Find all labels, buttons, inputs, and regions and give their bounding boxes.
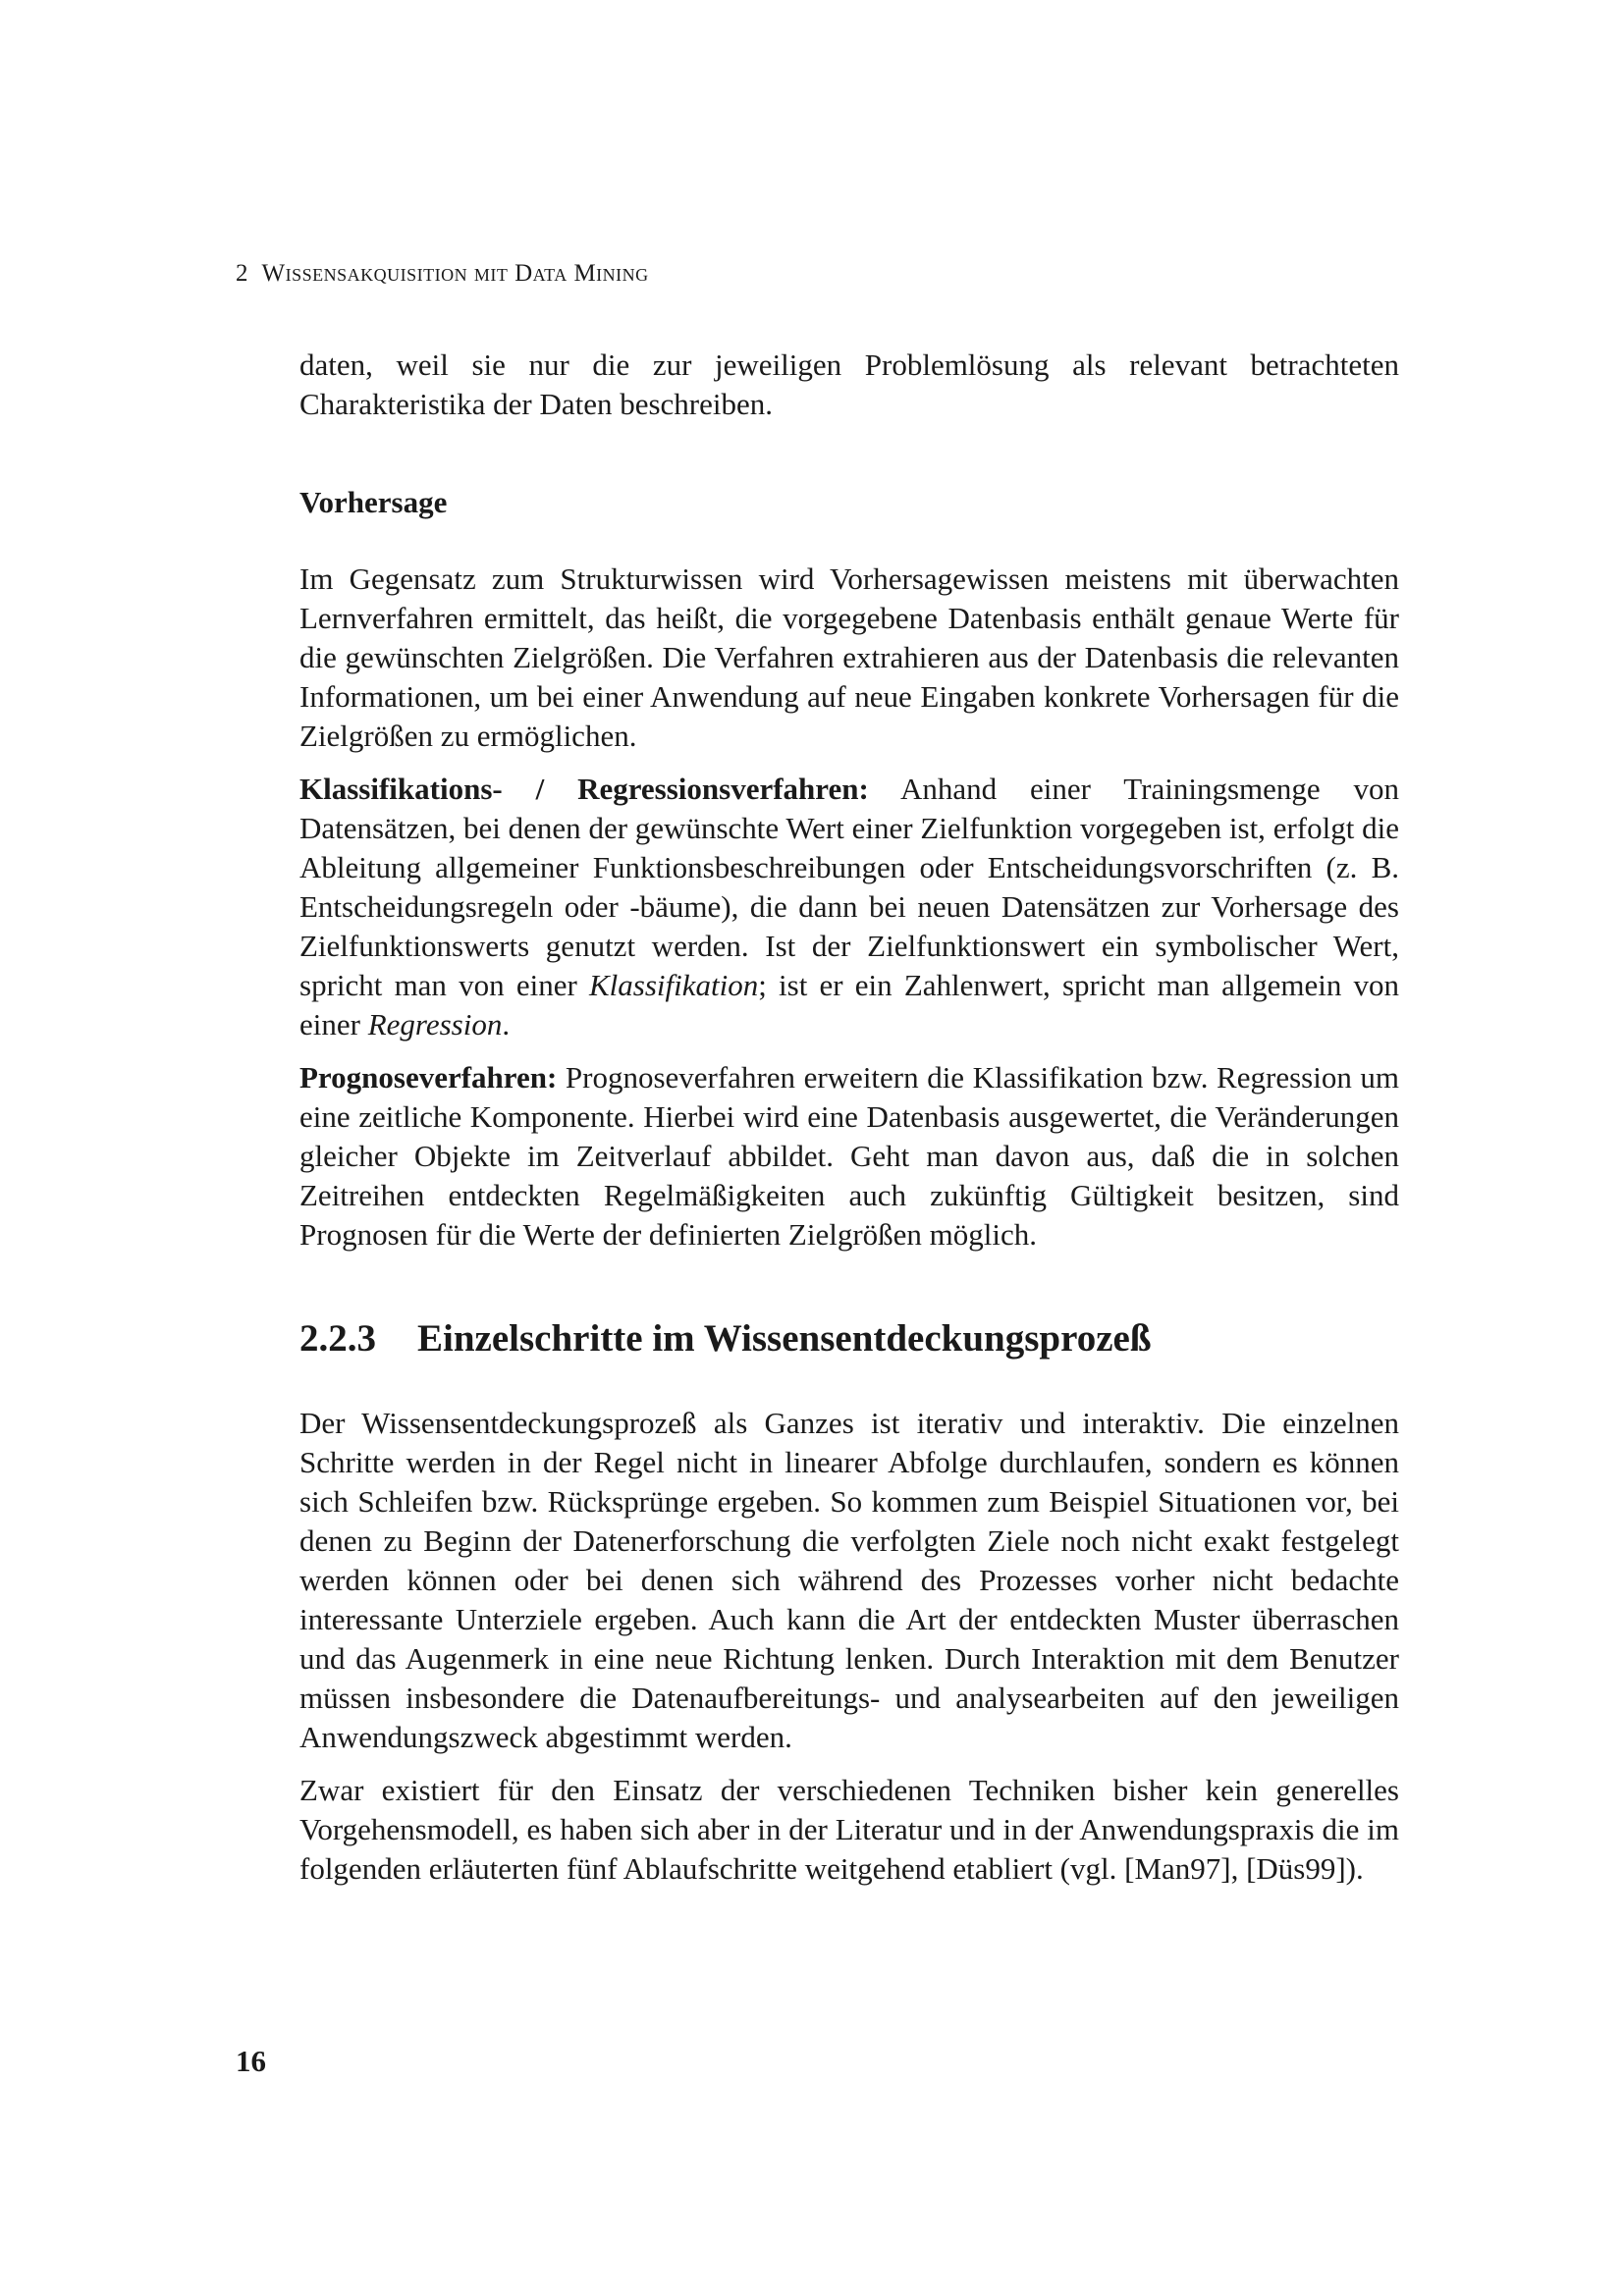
klassifikation-text-1: Anhand einer Trainingsmenge von Datensätzen, bei denen der gewünschte Wert einer Zielfunktion vorgegeben ist, erfolgt die Ableitung allgemeiner Funktionsbeschreibungen oder Entscheidungsvorschriften (z. B. Entscheidungsregeln oder -bäume), die dann bei neuen Datensätzen zur Vorhersage des Zielfunktionswerts genutzt werden. Ist der Zielfunktionswert ein symbolischer Wert, spricht man von einer	[299, 772, 1400, 1002]
section-paragraph-1: Der Wissensentdeckungsprozeß als Ganzes ist iterativ und interaktiv. Die einzelnen Schritte werden in der Regel nicht in linearer Abfolge durchlaufen, sondern es können sich Schleifen bzw. Rücksprünge ergeben. So kommen zum Beispiel Situationen vor, bei denen zu Beginn der Datenerforschung die verfolgten Ziele noch nicht exakt festgelegt werden können oder bei denen sich während des Prozesses vorher nicht bedachte interessante Unterziele ergeben. Auch kann die Art der entdeckten Muster überraschen und das Augenmerk in eine neue Richtung lenken. Durch Interaktion mit dem Benutzer müssen insbesondere die Datenaufbereitungs- und analysearbeiten auf den jeweiligen Anwendungszweck abgestimmt werden.	[299, 1406, 1399, 1754]
continuation-paragraph: daten, weil sie nur die zur jeweiligen Problemlösung als relevant betrachteten Charakteristika der Daten beschreiben.	[299, 347, 1399, 421]
term-regression: Regression	[367, 1007, 503, 1041]
page-number: 16	[236, 2044, 266, 2078]
chapter-number: 2	[236, 260, 248, 287]
vorhersage-intro-paragraph: Im Gegensatz zum Strukturwissen wird Vorhersagewissen meistens mit überwachten Lernverfahren ermittelt, das heißt, die vorgegebene Datenbasis enthält genaue Werte für die gewünschten Zielgrößen. Die Verfahren extrahieren aus der Datenbasis die relevanten Informationen, um bei einer Anwendung auf neue Eingaben konkrete Vorhersagen für die Zielgrößen zu ermöglichen.	[299, 561, 1399, 753]
prognose-text: Prognoseverfahren erweitern die Klassifikation bzw. Regression um eine zeitliche Komponente. Hierbei wird eine Datenbasis ausgewertet, die Veränderungen gleicher Objekte im Zeitverlauf abbildet. Geht man davon aus, daß die in solchen Zeitreihen entdeckten Regelmäßigkeiten auch zukünftig Gültigkeit besitzen, sind Prognosen für die Werte der definierten Zielgrößen möglich.	[299, 1060, 1399, 1252]
paragraph-heading-vorhersage: Vorhersage	[299, 485, 448, 519]
klassifikation-text-2: ; ist er ein Zahlenwert, spricht man allgemein von einer	[299, 968, 1400, 1041]
prognose-paragraph	[299, 1058, 1399, 1255]
section-number: 2.2.3	[299, 1317, 376, 1360]
term-klassifikation: Klassifikation	[588, 968, 759, 1002]
page-body	[299, 346, 1399, 1889]
running-head	[236, 260, 649, 288]
klassifikation-paragraph	[299, 770, 1399, 1044]
chapter-title: Wissensakquisition mit Data Mining	[261, 260, 649, 287]
prognose-label: Prognoseverfahren:	[299, 1060, 558, 1095]
klassifikation-label: Klassifikations- / Regressionsverfahren:	[299, 772, 869, 806]
klassifikation-text-3: .	[502, 1007, 511, 1041]
section-paragraph-2: Zwar existiert für den Einsatz der verschiedenen Techniken bisher kein generelles Vorgehensmodell, es haben sich aber in der Literatur und in der Anwendungspraxis die im folgenden erläuterten fünf Ablaufschritte weitgehend etabliert (vgl. [Man97], [Düs99]).	[299, 1773, 1399, 1886]
section-heading	[299, 1315, 1399, 1362]
section-title: Einzelschritte im Wissensentdeckungsprozeß	[417, 1317, 1152, 1360]
